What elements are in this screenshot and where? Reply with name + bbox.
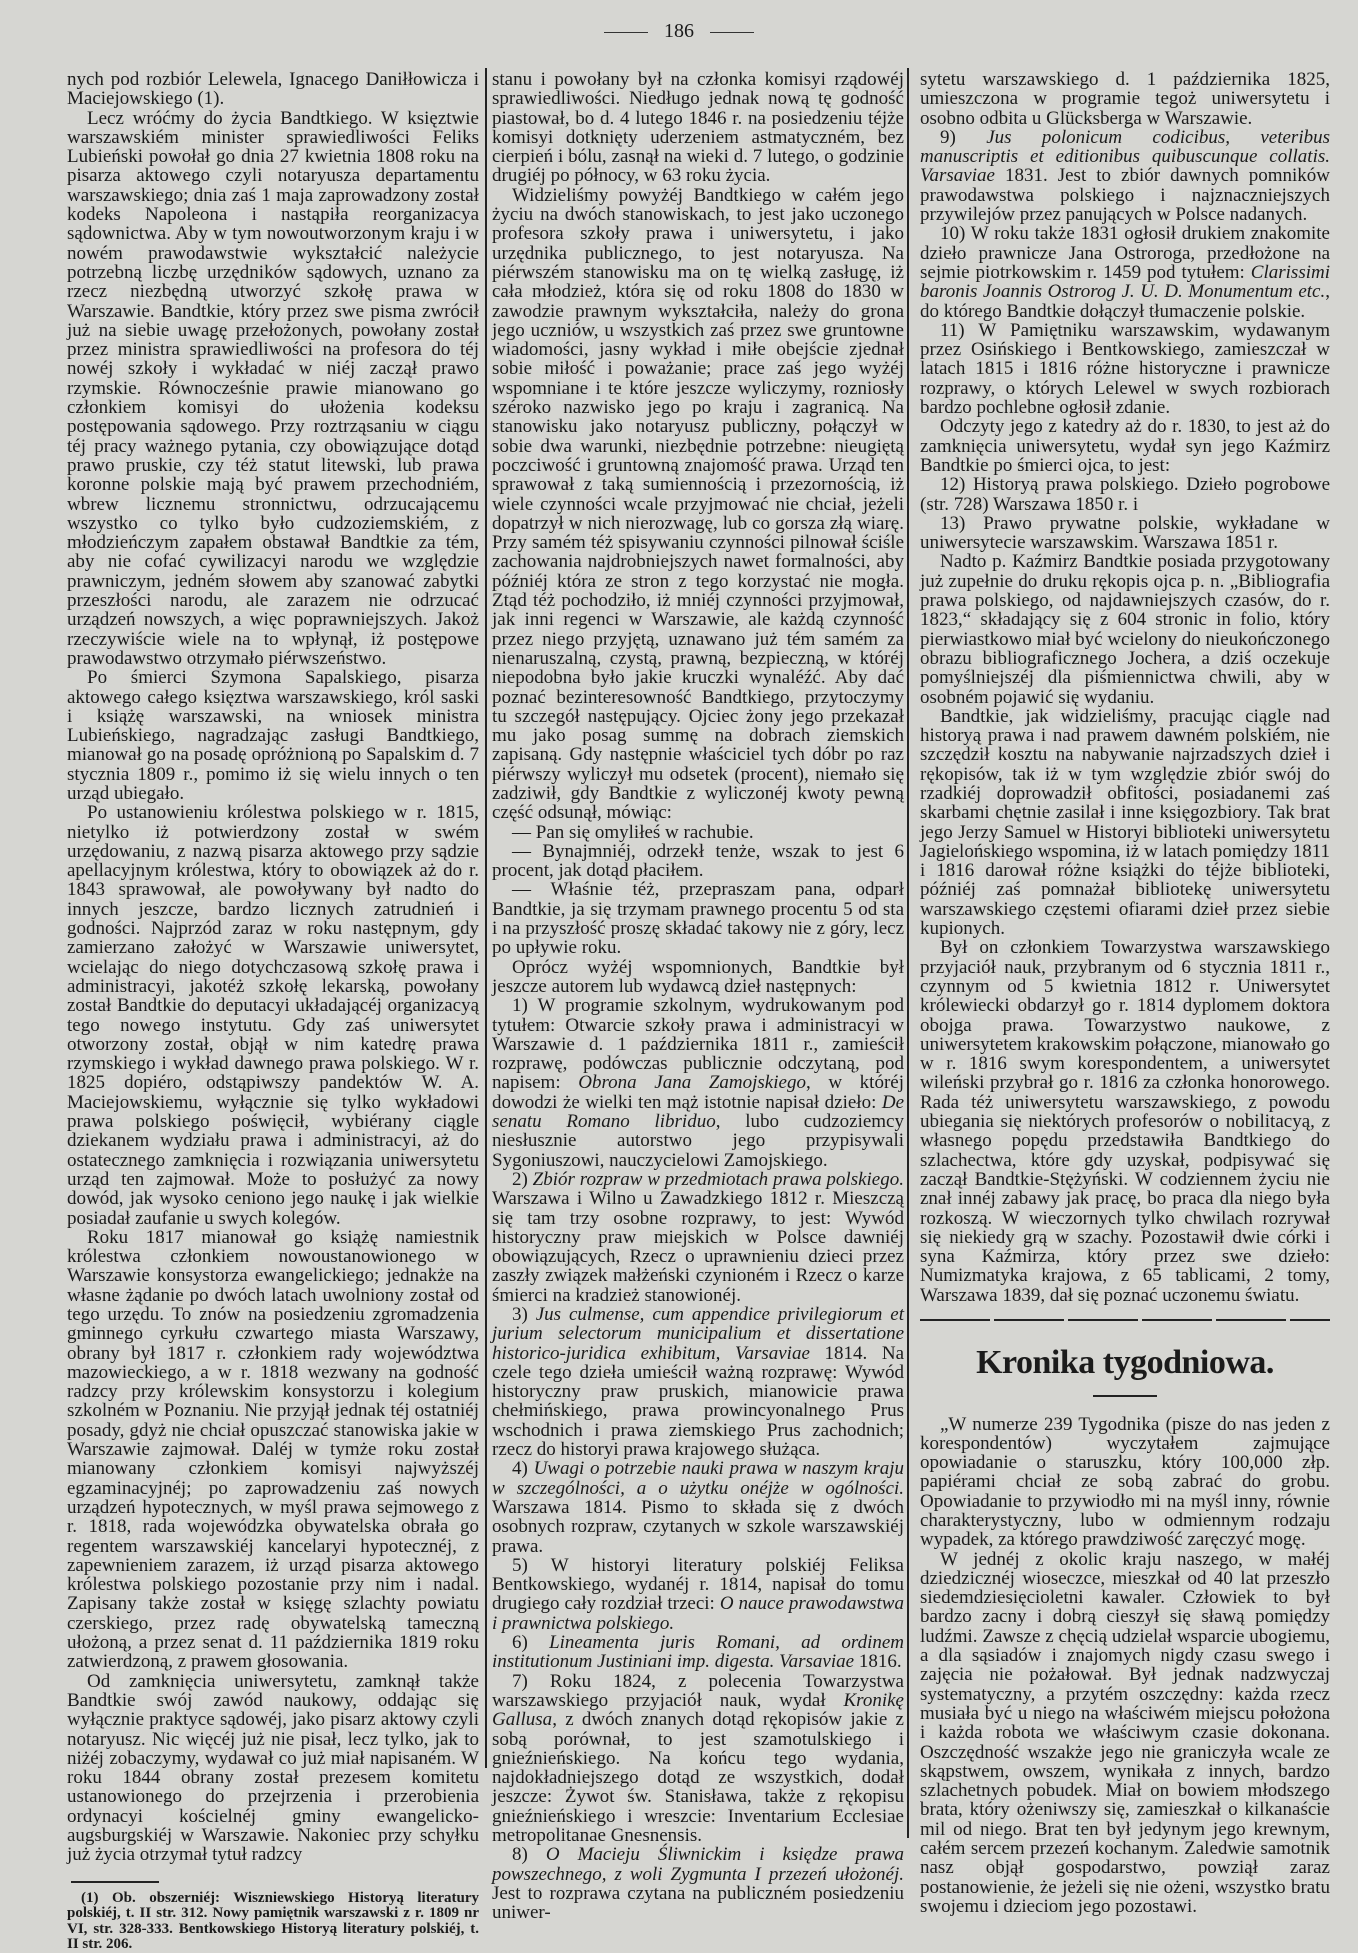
paragraph-text: Po ustanowieniu królestwa polskiego w r. 1815, nietylko iż potwierdzony został w swém urzędowaniu, z nazwą pisarza aktowego przy sądzie apellacyjnym królestwa, który to obowiązek aż do r. 1843 sprawował, ale powoływany był nadto do innych jeszcze, bardzo licznych zatrudnień i godności. Najprzód zaraz w roku następnym, gdy zamierzano założyć w Warszawie uniwersytet, wcielając do niego dotychczasową szkołę prawa i administracyi, jakotéż szkołę lekarską, powołany został Bandtkie do deputacyi układającéj organizacyą tego nowego instytutu. Gdy zaś uniwersytet otworzony został, objął w nim katedrę prawa rzymskiego i wykład dawnego prawa polskiego. W r. 1825 dopiéro, odstąpiwszy pandektów W. A. Maciejowskiemu, wyłącznie się tylko wykładowi prawa polskiego poświęcił, wybiérany ciągle dziekanem wydziału prawa i administracyi, aż do ostatecznego zamknięcia i rozwiązania uniwersytetu urząd ten zajmował. Może to posłużyć za nowy dowód, jak wysoko ceniono jego naukę i jak wielkie posiadał zaufanie u swych kolegów. (67, 802, 479, 1229)
paragraph (492, 996, 904, 1170)
header-dash-left (604, 32, 648, 33)
italic-title: De senatu Romano libriduo (492, 1091, 904, 1133)
paragraph-text: — Właśnie téż, przepraszam pana, odparł Bandtkie, ja się trzymam prawnego procentu 5 od sta i na przyszłość proszę składać takowy nie z góry, lecz po upływie roku. (492, 879, 904, 959)
paragraph (67, 1228, 479, 1672)
paragraph (920, 1550, 1330, 1917)
paragraph (492, 1170, 904, 1305)
paragraph-text: Lecz wróćmy do życia Bandtkiego. W księztwie warszawskiém minister sprawiedliwości Feliks Lubieński powołał go dnia 27 kwietnia 1808 roku na pisarza aktowego czyli notaryusza departamentu warszawskiego; dnia zaś 1 maja zaprowadzony został kodeks Napoleona i nastąpiła reorganizacya sądownictwa. Aby w tym nowoutworzonym kraju i w nowém prawodawstwie wykształcić należycie potrzebną liczbę urzędników sądowych, uznano za rzecz niezbędną utworzyć szkołę prawa w Warszawie. Bandtkie, który przez swe pisma zwrócił już na siebie uwagę przełożonych, powołany został przez ministra sprawiedliwości na profesora do téj nowéj szkoły i wykładać w niéj zaczął prawo rzymskie. Równocześnie prawie mianowano go członkiem komisyi do ułożenia kodeksu postępowania sądowego. Przy roztrząsaniu w ciągu téj pracy ważnego pytania, czy obowiązujące dotąd prawo pruskie, czy téż statut litewski, lub prawa koronne polskie mają być prawem przechodniém, wbrew licznemu stronnictwu, odrzucającemu wszystko co tylko było cudzoziemskiém, z młodzieńczym zapałem obstawał Bandtkie za tém, aby nie cofać cywilizacyi narodu we względzie prawniczym, jedném słowem aby szanować zabytki przeszłości narodu, ale zarazem nie odrzucać urządzeń nowszych, a więc poprawniejszych. Jakoż rzeczywiście wiele na to wpłynął, iż postępowe prawodawstwo otrzymało piérwszeństwo. (67, 107, 479, 669)
page-number-header (0, 20, 1358, 43)
paragraph (492, 1672, 904, 1846)
footnote (67, 1891, 479, 1953)
kronika-body (920, 1415, 1330, 1917)
paragraph-text: 6) (512, 1632, 550, 1654)
italic-title: Clarissimi baronis Joannis Ostrorog J. U. D. Monumentum etc. (920, 261, 1330, 303)
paragraph-text: 11) W Pamiętniku warszawskim, wydawanym przez Osińskiego i Bentkowskiego, zamieszczał w latach 1815 i 1816 różne historyczne i prawnicze rozprawy, o których Lelewel w swych rozbiorach bardzo pochlebne ogłosił zdanie. (920, 319, 1330, 419)
paragraph (920, 128, 1330, 224)
paragraph (920, 321, 1330, 417)
paragraph (920, 552, 1330, 706)
paragraph (492, 880, 904, 957)
paragraph-text: 5) W historyi literatury polskiéj Feliksa Bentkowskiego, wydanéj r. 1814, napisał do tomu drugiego cały rozdział trzeci: (492, 1554, 904, 1615)
paragraph-text: Nadto p. Kaźmirz Bandtkie posiada przygotowany już zupełnie do druku rękopis ojca p. n. „Bibliografia prawa polskiego, od najdawniejszych czasów, do r. 1823,“ składający się z 604 stronic in folio, który pierwiastkowo miał być wcielony do nieukończonego obrazu bibliograficznego Jochera, a dziś oczekuje pomyślniejszéj dla piśmiennictwa chwili, aby w osobném pojawić się wydaniu. (920, 551, 1330, 708)
paragraph-text: 12) Historyą prawa polskiego. Dzieło pogrobowe (str. 728) Warszawa 1850 r. i (920, 474, 1330, 515)
paragraph-text: stanu i powołany był na członka komisyi rządowéj sprawiedliwości. Niedługo jednak nową tę godność piastował, bo d. 4 lutego 1846 r. na posiedzeniu téjże komisyi dotknięty uderzeniem astmatyczném, bez cierpień i bólu, zasnął na wieki d. 7 lutego, o godzinie drugiéj po północy, w 63 roku życia. (492, 69, 904, 187)
paragraph-text: sytetu warszawskiego d. 1 października 1825, umieszczona w programie tegoż uniwersytetu i osobno odbita u Glücksberga w Warszawie. (920, 69, 1330, 129)
italic-title: Lineamenta juris Romani, ad ordinem institutionum Justiniani imp. digesta. Varsaviae (492, 1632, 904, 1673)
heading-divider (1093, 1395, 1157, 1397)
paragraph-text: 1831. Jest to zbiór dawnych pomników prawodawstwa polskiego i najznaczniejszych przywilejów przez panujących w Polsce nadanych. (920, 165, 1330, 226)
paragraph-text: Warszawa 1814. Pismo to składa się z dwóch osobnych rozpraw, czytanych w szkole warszawskiéj prawa. (492, 1496, 904, 1557)
paragraph (920, 514, 1330, 553)
italic-title: Jus culmense, cum appendice privilegiorum et jurium selectorum municipalium et dissertatione historico-juridica exhibitum, Varsaviae (492, 1304, 904, 1364)
paragraph-text: 4) (512, 1458, 534, 1480)
paragraph (920, 475, 1330, 514)
paragraph (920, 224, 1330, 320)
italic-title: Jus polonicum codicibus, veteribus manuscriptis et editionibus quibuscunque collatis. Varsaviae (920, 126, 1330, 187)
paragraph (920, 707, 1330, 939)
paragraph-text: Odczyty jego z katedry aż do r. 1830, to jest aż do zamknięcia uniwersytetu, wydał syn jego Kaźmirz Bandtkie po śmierci ojca, to jest: (920, 416, 1330, 476)
paragraph-text: Jest to rozprawa czytana na publiczném posiedzeniu uniwer- (492, 1882, 904, 1924)
column-3 (920, 70, 1330, 1916)
column-divider (907, 68, 909, 1838)
column-2 (492, 70, 904, 1923)
paragraph-text: — Pan się omyliłeś w rachubie. (512, 821, 754, 843)
italic-title: Obrona Jana Zamojskiego (578, 1072, 806, 1094)
paragraph-text: 3) (512, 1304, 536, 1325)
paragraph-text: 13) Prawo prywatne polskie, wykładane w uniwersytecie warszawskim. Warszawa 1851 r. (920, 512, 1330, 554)
paragraph-text: , w któréj dowodzi że wielki ten mąż istotnie napisał dzieło: (492, 1072, 904, 1113)
paragraph-text: W jednéj z okolic kraju naszego, w małéj dziedzicznéj wioseczce, mieszkał od 40 lat przeszło siedemdziesięcioletni kawaler. Człowiek to był bardzo zacny i dobrą cieszył się sławą pomiędzy ludźmi. Zawsze z chęcią udzielał wsparcie ubogiemu, a dla sąsiadów i znajomych nigdy czasu swego i zajęcia nie pożałował. Był jednak nadzwyczaj systematyczny, a przytém oszczędny: każda rzecz musiała być u niego na właściwém miejscu położona i każda robota we właściwym czasie dokonana. Oszczędność wszakże jego nie graniczyła wcale ze skąpstwem, owszem, wynikała z innych, bardzo szlachetnych pobudek. Miał on bowiem młodszego brata, który ożeniwszy się, zamieszkał o kilkanaście mil od niego. Brat ten był jedynym jego krewnym, całém sercem przezeń kochanym. Zaledwie samotnik nasz objął gospodarstwo, powziął zaraz postanowienie, że jeżeli się nie ożeni, wszystko bratu swojemu i dzieciom jego pozostawi. (920, 1548, 1330, 1917)
article-body (67, 70, 479, 1865)
italic-title: Uwagi o potrzebie nauki prawa w naszym kraju w szczególności, a o użytku onéjże w ogólności. (492, 1458, 905, 1499)
paragraph (492, 1305, 904, 1459)
paragraph (492, 70, 904, 186)
paragraph (67, 668, 479, 803)
paragraph (67, 1672, 479, 1865)
section-heading: Kronika tygodniowa. (976, 1344, 1274, 1381)
paragraph (920, 1415, 1330, 1550)
paragraph (492, 186, 904, 823)
paragraph-text: — Bynajmniéj, odrzekł tenże, wszak to jest 6 procent, jak dotąd płaciłem. (492, 840, 904, 882)
paragraph (492, 1633, 904, 1672)
paragraph (492, 958, 904, 997)
page-number: 186 (664, 20, 694, 42)
italic-title: O nauce prawodawstwa i prawnictwa polskiego. (492, 1593, 904, 1634)
footnote-text: (1) Ob. obszerniéj: Wiszniewskiego Historyą literatury polskiéj, t. II str. 312. Nowy pamiętnik warszawski z r. 1809 nr VI, str. 328-333. Bentkowskiego Historyą literatury polskiéj, t. II str. 206. (67, 1889, 479, 1953)
paragraph-text: 9) (940, 126, 987, 148)
paragraph-text: Widzieliśmy powyżéj Bandtkiego w całém jego życiu na dwóch stanowiskach, to jest jako uczonego profesora szkoły prawa i uniwersytetu, i jako urzędnika publicznego, to jest notaryusza. Na piérwszém stanowisku ma on tę wielką zasługę, iż cała młodzież, która się od roku 1808 do 1830 w zawodzie prawnym wykształciła, należy do grona jego uczniów, u wszystkich zaś przez swe gruntowne wiadomości, jasny wykład i miłe obejście zjednał sobie miłość i poważanie; prace zaś jego wyżéj wspomniane i te które jeszcze wyliczymy, rozniosły széroko nazwisko jego po kraju i zagranicą. Na stanowisku jako notaryusz publiczny, połączył w sobie dwa warunki, niezbędnie potrzebne: nieugiętą poczciwość i gruntowną znajomość prawa. Urząd ten sprawował z taką sumiennością i przezornością, iż wiele czynności wcale przyjmować nie chciał, jeżeli dopatrzył w nich nierozwagę, lub co gorsza złą wiarę. Przy samém téż spisywaniu czynności pilnował ściśle zachowania najdrobniejszych nawet formalności, aby późniéj która ze stron z tego korzystać nie mogła. Ztąd téż pochodziło, iż mniéj czynności przyjmował, jak inni regenci w Warszawie, ale każdą czynność przez niego przyjętą, uznawano już tém samém za nienaruszalną, czystą, prawną, bezpieczną, w któréj niepodobna było jakie kruczki wynaléźć. Aby dać poznać bezinteresowność Bandtkiego, przytoczymy tu szczegół następujący. Ojciec żony jego przekazał mu jako posag summę na dobrach ziemskich zapisaną. Gdy następnie właściciel tych dóbr po raz piérwszy wyliczył mu odsetek (procent), niemało się zadziwił, gdy Bandtkie z wyliczonéj kwoty pewną część odsunął, mówiąc: (492, 184, 904, 824)
paragraph-text: 10) W roku także 1831 ogłosił drukiem znakomite dzieło prawnicze Jana Ostroroga, przedłożone na sejmie piotrkowskim r. 1459 pod tytułem: (920, 223, 1330, 283)
paragraph-text: Roku 1817 mianował go książę namiestnik królestwa członkiem nowoustanowionego w Warszawie konsystorza ewangelickiego; jednakże na własne żądanie po dwóch latach uwolniony został od tego urzędu. To znów na posiedzeniu zgromadzenia gminnego cyrkułu czwartego miasta Warszawy, obrany był 1817 r. członkiem rady województwa mazowieckiego, a w r. 1818 wezwany na godność radzcy przy królewskim konsystorzu i kolegium szkolném w Poznaniu. Nie przyjął jednak téj ostatniéj posady, gdyż nie chciał opuszczać stanowiska jakie w Warszawie zajmował. Daléj w tymże roku został mianowany członkiem komisyi najwyższéj egzaminacyjnéj; po zaprowadzeniu zaś nowych urządzeń hypotecznych, w myśl prawa sejmowego z r. 1818, rada wojewódzka obywatelska obrała go regentem warszawskiéj kancelaryi hypotecznéj, z zapewnieniem zarazem, iż urząd pisarza aktowego królestwa polskiego pozostanie przy nim i nadal. Zapisany także został w księgę szlachty powiatu czerskiego, przez radę obywatelską tameczną ułożoną, a przez senat d. 11 października 1819 roku zatwierdzoną, z prawem głosowania. (67, 1226, 479, 1673)
paragraph (67, 803, 479, 1228)
italic-title: Zbiór rozpraw w przedmiotach prawa polskiego. (532, 1168, 904, 1190)
paragraph (492, 1459, 904, 1555)
paragraph (920, 417, 1330, 475)
column-1 (67, 70, 479, 1953)
paragraph (67, 109, 479, 669)
paragraph-text: 1814. Na czele tego dzieła umieścił ważną rozprawę: Wywód historyczny praw pruskich, mianowicie prawa chełmińskiego, prawa prowincyonalnego Prus wschodnich i prawa ziemskiego Prus zachodnich; rzecz do historyi prawa krajowego służąca. (492, 1342, 904, 1461)
paragraph-text: Warszawa i Wilno u Zawadzkiego 1812 r. Mieszczą się tam trzy osobne rozprawy, to jest: Wywód historyczny praw miejskich w Polsce dawniéj obowiązujących, Rzecz o uprawnieniu dzieci przez zaszły związek małżeński czynioném i Rzecz o karze śmierci na kradzież stanowionéj. (492, 1188, 904, 1306)
paragraph-text: Po śmierci Szymona Sapalskiego, pisarza aktowego całego księztwa warszawskiego, król saski i książę warszawski, na wniosek ministra Lubieńskiego, nagradzając zasługi Bandtkiego, mianował go na posadę opróżnioną po Sapalskim d. 7 stycznia 1809 r., pomimo iż się wielu innych o ten urząd ubiegało. (67, 667, 479, 804)
paragraph (492, 1556, 904, 1633)
footnote-divider (71, 1881, 159, 1883)
paragraph-text: , z dwóch znanych dotąd rękopisów jakie z sobą porównał, to jest szamotulskiego i gnieźnieńskiego. Na końcu tego wydania, najdokładniejszego dotąd ze wszystkich, dodał jeszcze: Żywot św. Stanisława, także z rękopisu gnieźnieńskiego i wreszcie: Inventarium Ecclesiae metropolitanae Gnesnensis. (492, 1709, 904, 1847)
paragraph-text: 1816. (854, 1651, 902, 1673)
paragraph-text: Od zamknięcia uniwersytetu, zamknął także Bandtkie swój zawód naukowy, oddając się wyłącznie praktyce sądowéj, jako pisarz aktowy czyli notaryusz. Nic więcéj już nie pisał, lecz tylko, jak to niżéj zobaczymy, wydawał co już miał napisaném. W roku 1844 obrany został prezesem komitetu ustanowionego do przejrzenia i przerobienia ordynacyi kościelnéj gminy ewangelicko-augsburgskiéj w Warszawie. Nakoniec przy schyłku już życia otrzymał tytuł radzcy (67, 1670, 479, 1866)
paragraph (67, 70, 479, 109)
paragraph-text: 1) W programie szkolnym, wydrukowanym pod tytułem: Otwarcie szkoły prawa i administracyi w Warszawie d. 1 października 1811 r., zamieścił rozprawę, podówczas publicznie odczytaną, pod napisem: (492, 995, 904, 1094)
paragraph-text: , do którego Bandtkie dołączył tłumaczenie polskie. (920, 281, 1330, 322)
paragraph-text: Oprócz wyżéj wspomnionych, Bandtkie był jeszcze autorem lub wydawcą dzieł następnych: (492, 956, 904, 997)
paragraph-text: nych pod rozbiór Lelewela, Ignacego Daniłłowicza i Maciejowskiego (1). (67, 69, 479, 110)
paragraph-text: , lubo cudzoziemcy niesłusznie autorstwo jego przypisywali Sygoniuszowi, nauczycielowi Zamojskiego. (492, 1111, 904, 1171)
italic-title: O Macieju Śliwnickim i księdze prawa powszechnego, z woli Zygmunta I przezeń ułożonéj. (492, 1844, 905, 1885)
paragraph (492, 823, 904, 842)
article-body (492, 70, 904, 1923)
paragraph-text: „W numerze 239 Tygodnika (pisze do nas jeden z korespondentów) wyczytałem zajmujące opowiadanie o staruszku, który 100,000 złp. papiérami chciał ze sobą zabrać do grobu. Opowiadanie to przywiodło mi na myśl inny, równie charakterystyczny, lubo w odmiennym rodzaju wypadek, za którego prawdziwość zaręczyć mogę. (920, 1413, 1330, 1551)
paragraph-text: 7) Roku 1824, z polecenia Towarzystwa warszawskiego przyjaciół nauk, wydał (492, 1670, 904, 1711)
paragraph-text: Bandtkie, jak widzieliśmy, pracując ciągle nad historyą prawa i nad prawem dawném polskiém, nie szczędził kosztu na nabywanie najrzadszych dzieł i rękopisów, tak iż w tym względzie zbiór swój do rzadkiéj doprowadził obfitości, posiadanemi zaś skarbami chętnie zasilał i inne księgozbiory. Tak brat jego Jerzy Samuel w Historyi biblioteki uniwersytetu Jagielońskiego wspomina, iż w latach pomiędzy 1811 i 1816 darował różne książki do téjże biblioteki, późniéj zaś pomnażał bibliotekę uniwersytetu warszawskiego częstemi ofiarami dzieł przez siebie kupionych. (920, 705, 1330, 940)
paragraph-text: 2) (512, 1168, 533, 1190)
paragraph-text: 8) (512, 1844, 546, 1866)
article-body (920, 70, 1330, 1305)
paragraph-text: Był on członkiem Towarzystwa warszawskiego przyjaciół nauk, przybranym od 6 stycznia 1811 r., czynnym od 5 kwietnia 1812 r. Uniwersytet królewiecki obdarzył go r. 1814 dyplomem doktora obojga prawa. Towarzystwo naukowe, z uniwersytetem krakowskim połączone, mianowało go w r. 1816 swym korespondentem, a uniwersytet wileński przybrał go r. 1816 za członka honorowego. Rada téż uniwersytetu warszawskiego, z powodu ubiegania się niektórych profesorów o nobilitacyą, z własnego popędu przedstawiła Bandtkiego do szlachectwa, które gdy uzyskał, podpisywać się zaczął Bandtkie-Stężyński. W codziennem życiu nie znał innéj zabawy jak pracę, bo praca dla niego była rozkoszą. W wieczornych tylko chwilach rozrywał się niekiedy grą w szachy. Pozostawił dwie córki i syna Kaźmirza, który przez swe dzieło: Numizmatyka krajowa, z 65 tablicami, 2 tomy, Warszawa 1839, dał się poznać uczonemu światu. (920, 937, 1330, 1306)
paragraph (920, 938, 1330, 1305)
paragraph (920, 70, 1330, 128)
paragraph (492, 1845, 904, 1922)
section-divider (920, 1319, 1330, 1321)
header-dash-right (710, 32, 754, 33)
paragraph (492, 842, 904, 881)
italic-title: Kronikę Gallusa (492, 1689, 904, 1731)
column-divider (485, 68, 487, 1768)
